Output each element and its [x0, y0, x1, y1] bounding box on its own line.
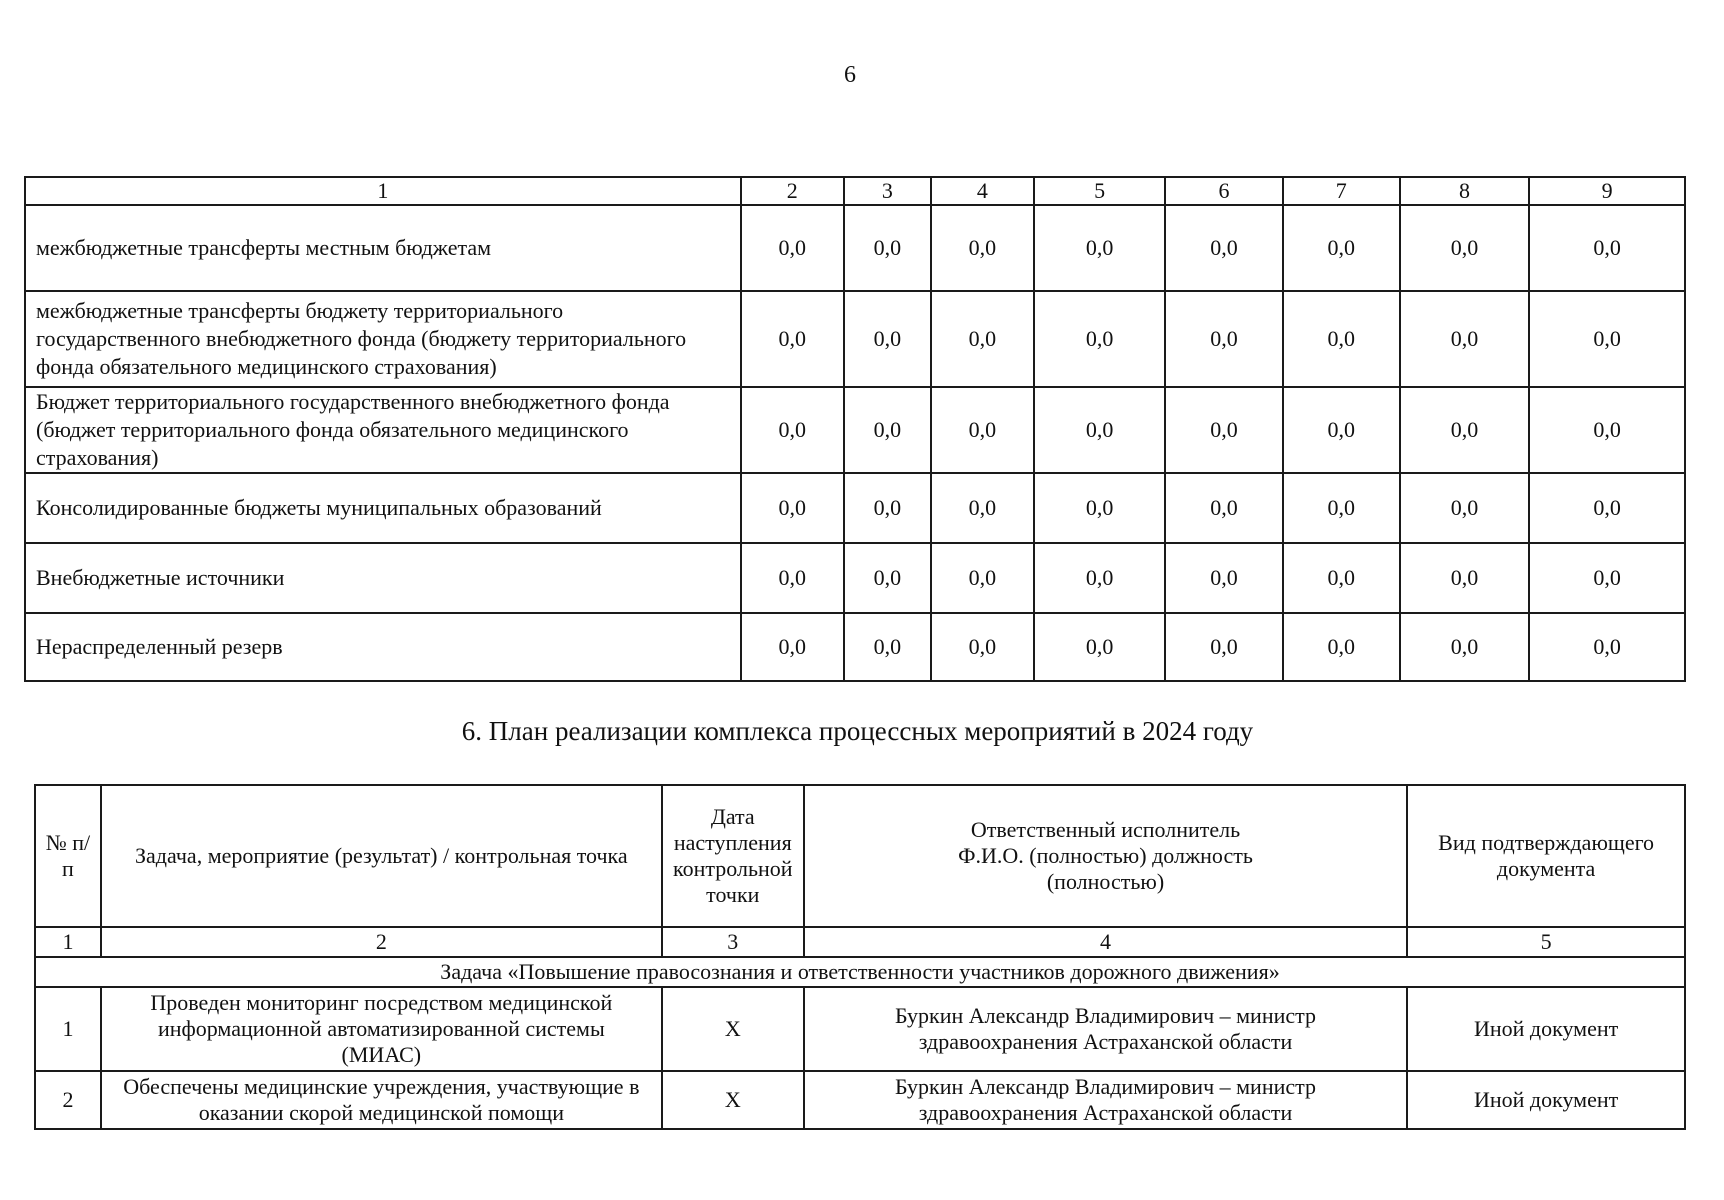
row-event: Обеспечены медицинские учреждения, участвующие в оказании скорой медицинской помощи — [101, 1071, 662, 1129]
header-event: Задача, мероприятие (результат) / контрольная точка — [101, 785, 662, 927]
column-number: 2 — [101, 927, 662, 957]
section-title: 6. План реализации комплекса процессных мероприятий в 2024 году — [461, 716, 1254, 746]
budget-row-label: Нераспределенный резерв — [25, 613, 741, 681]
budget-header-row — [25, 177, 1685, 205]
budget-value: 0,0 — [741, 613, 844, 681]
budget-header-cell: 7 — [1283, 177, 1400, 205]
budget-value: 0,0 — [741, 291, 844, 387]
task-row — [35, 957, 1685, 987]
row-date: Х — [662, 1071, 804, 1129]
budget-row — [25, 291, 1685, 387]
budget-value: 0,0 — [1165, 543, 1282, 613]
budget-value: 0,0 — [741, 205, 844, 291]
budget-row-label: Консолидированные бюджеты муниципальных образований — [25, 473, 741, 543]
budget-header-cell: 9 — [1529, 177, 1685, 205]
budget-row-label: межбюджетные трансферты бюджету территориального государственного внебюджетного фонда (бюджету территориального фонда обязательного медицинского страхования) — [25, 291, 741, 387]
budget-value: 0,0 — [931, 205, 1034, 291]
budget-value: 0,0 — [1400, 543, 1529, 613]
budget-header-cell: 5 — [1034, 177, 1165, 205]
budget-value: 0,0 — [931, 543, 1034, 613]
budget-value: 0,0 — [1034, 291, 1165, 387]
budget-value: 0,0 — [1400, 613, 1529, 681]
budget-value: 0,0 — [1529, 613, 1685, 681]
budget-header-cell: 4 — [931, 177, 1034, 205]
budget-value: 0,0 — [844, 387, 931, 473]
row-responsible: Буркин Александр Владимирович – министр здравоохранения Астраханской области — [804, 1071, 1407, 1129]
page-number: 6 — [844, 62, 856, 88]
budget-header-cell: 2 — [741, 177, 844, 205]
plan-row — [35, 987, 1685, 1071]
column-number: 4 — [804, 927, 1407, 957]
row-number: 1 — [35, 987, 101, 1071]
header-number: № п/п — [35, 785, 101, 927]
budget-value: 0,0 — [1529, 473, 1685, 543]
budget-value: 0,0 — [844, 613, 931, 681]
column-number: 5 — [1407, 927, 1685, 957]
budget-value: 0,0 — [1283, 205, 1400, 291]
budget-value: 0,0 — [844, 205, 931, 291]
row-document: Иной документ — [1407, 1071, 1685, 1129]
budget-value: 0,0 — [1165, 613, 1282, 681]
budget-header-cell: 3 — [844, 177, 931, 205]
budget-row — [25, 543, 1685, 613]
budget-header-cell: 6 — [1165, 177, 1282, 205]
budget-value: 0,0 — [1529, 291, 1685, 387]
row-responsible: Буркин Александр Владимирович – министр здравоохранения Астраханской области — [804, 987, 1407, 1071]
column-number: 3 — [662, 927, 804, 957]
budget-value: 0,0 — [1283, 387, 1400, 473]
budget-value: 0,0 — [1165, 205, 1282, 291]
budget-value: 0,0 — [1283, 291, 1400, 387]
plan-row — [35, 1071, 1685, 1129]
budget-value: 0,0 — [1165, 473, 1282, 543]
budget-value: 0,0 — [844, 291, 931, 387]
budget-value: 0,0 — [1529, 205, 1685, 291]
budget-value: 0,0 — [741, 543, 844, 613]
budget-header-cell: 1 — [25, 177, 741, 205]
budget-row — [25, 613, 1685, 681]
budget-value: 0,0 — [931, 473, 1034, 543]
budget-value: 0,0 — [844, 543, 931, 613]
budget-row — [25, 473, 1685, 543]
budget-header-cell: 8 — [1400, 177, 1529, 205]
budget-value: 0,0 — [931, 291, 1034, 387]
budget-value: 0,0 — [1529, 387, 1685, 473]
budget-value: 0,0 — [1034, 387, 1165, 473]
budget-value: 0,0 — [1034, 543, 1165, 613]
budget-row-label: Бюджет территориального государственного внебюджетного фонда (бюджет территориального фонда обязательного медицинского страхования) — [25, 387, 741, 473]
row-event: Проведен мониторинг посредством медицинской информационной автоматизированной системы (МИАС) — [101, 987, 662, 1071]
plan-header-row — [35, 785, 1685, 927]
budget-row — [25, 387, 1685, 473]
budget-value: 0,0 — [1400, 205, 1529, 291]
header-responsible: Ответственный исполнитель Ф.И.О. (полностью) должность (полностью) — [804, 785, 1407, 927]
header-date: Дата наступления контрольной точки — [662, 785, 804, 927]
budget-value: 0,0 — [931, 387, 1034, 473]
plan-table — [34, 784, 1686, 1130]
budget-row-label: Внебюджетные источники — [25, 543, 741, 613]
budget-value: 0,0 — [1400, 291, 1529, 387]
row-document: Иной документ — [1407, 987, 1685, 1071]
budget-value: 0,0 — [1400, 473, 1529, 543]
column-number-row — [35, 927, 1685, 957]
budget-row — [25, 205, 1685, 291]
budget-value: 0,0 — [741, 473, 844, 543]
budget-value: 0,0 — [1165, 291, 1282, 387]
budget-value: 0,0 — [844, 473, 931, 543]
budget-value: 0,0 — [1034, 205, 1165, 291]
header-document: Вид подтверждающего документа — [1407, 785, 1685, 927]
row-number: 2 — [35, 1071, 101, 1129]
budget-value: 0,0 — [1034, 613, 1165, 681]
budget-value: 0,0 — [1165, 387, 1282, 473]
budget-value: 0,0 — [1283, 613, 1400, 681]
row-date: Х — [662, 987, 804, 1071]
task-title: Задача «Повышение правосознания и ответственности участников дорожного движения» — [35, 957, 1685, 987]
budget-value: 0,0 — [1283, 543, 1400, 613]
budget-value: 0,0 — [1400, 387, 1529, 473]
budget-value: 0,0 — [741, 387, 844, 473]
column-number: 1 — [35, 927, 101, 957]
budget-value: 0,0 — [1529, 543, 1685, 613]
budget-value: 0,0 — [931, 613, 1034, 681]
budget-table — [24, 176, 1686, 682]
budget-row-label: межбюджетные трансферты местным бюджетам — [25, 205, 741, 291]
budget-value: 0,0 — [1034, 473, 1165, 543]
budget-value: 0,0 — [1283, 473, 1400, 543]
